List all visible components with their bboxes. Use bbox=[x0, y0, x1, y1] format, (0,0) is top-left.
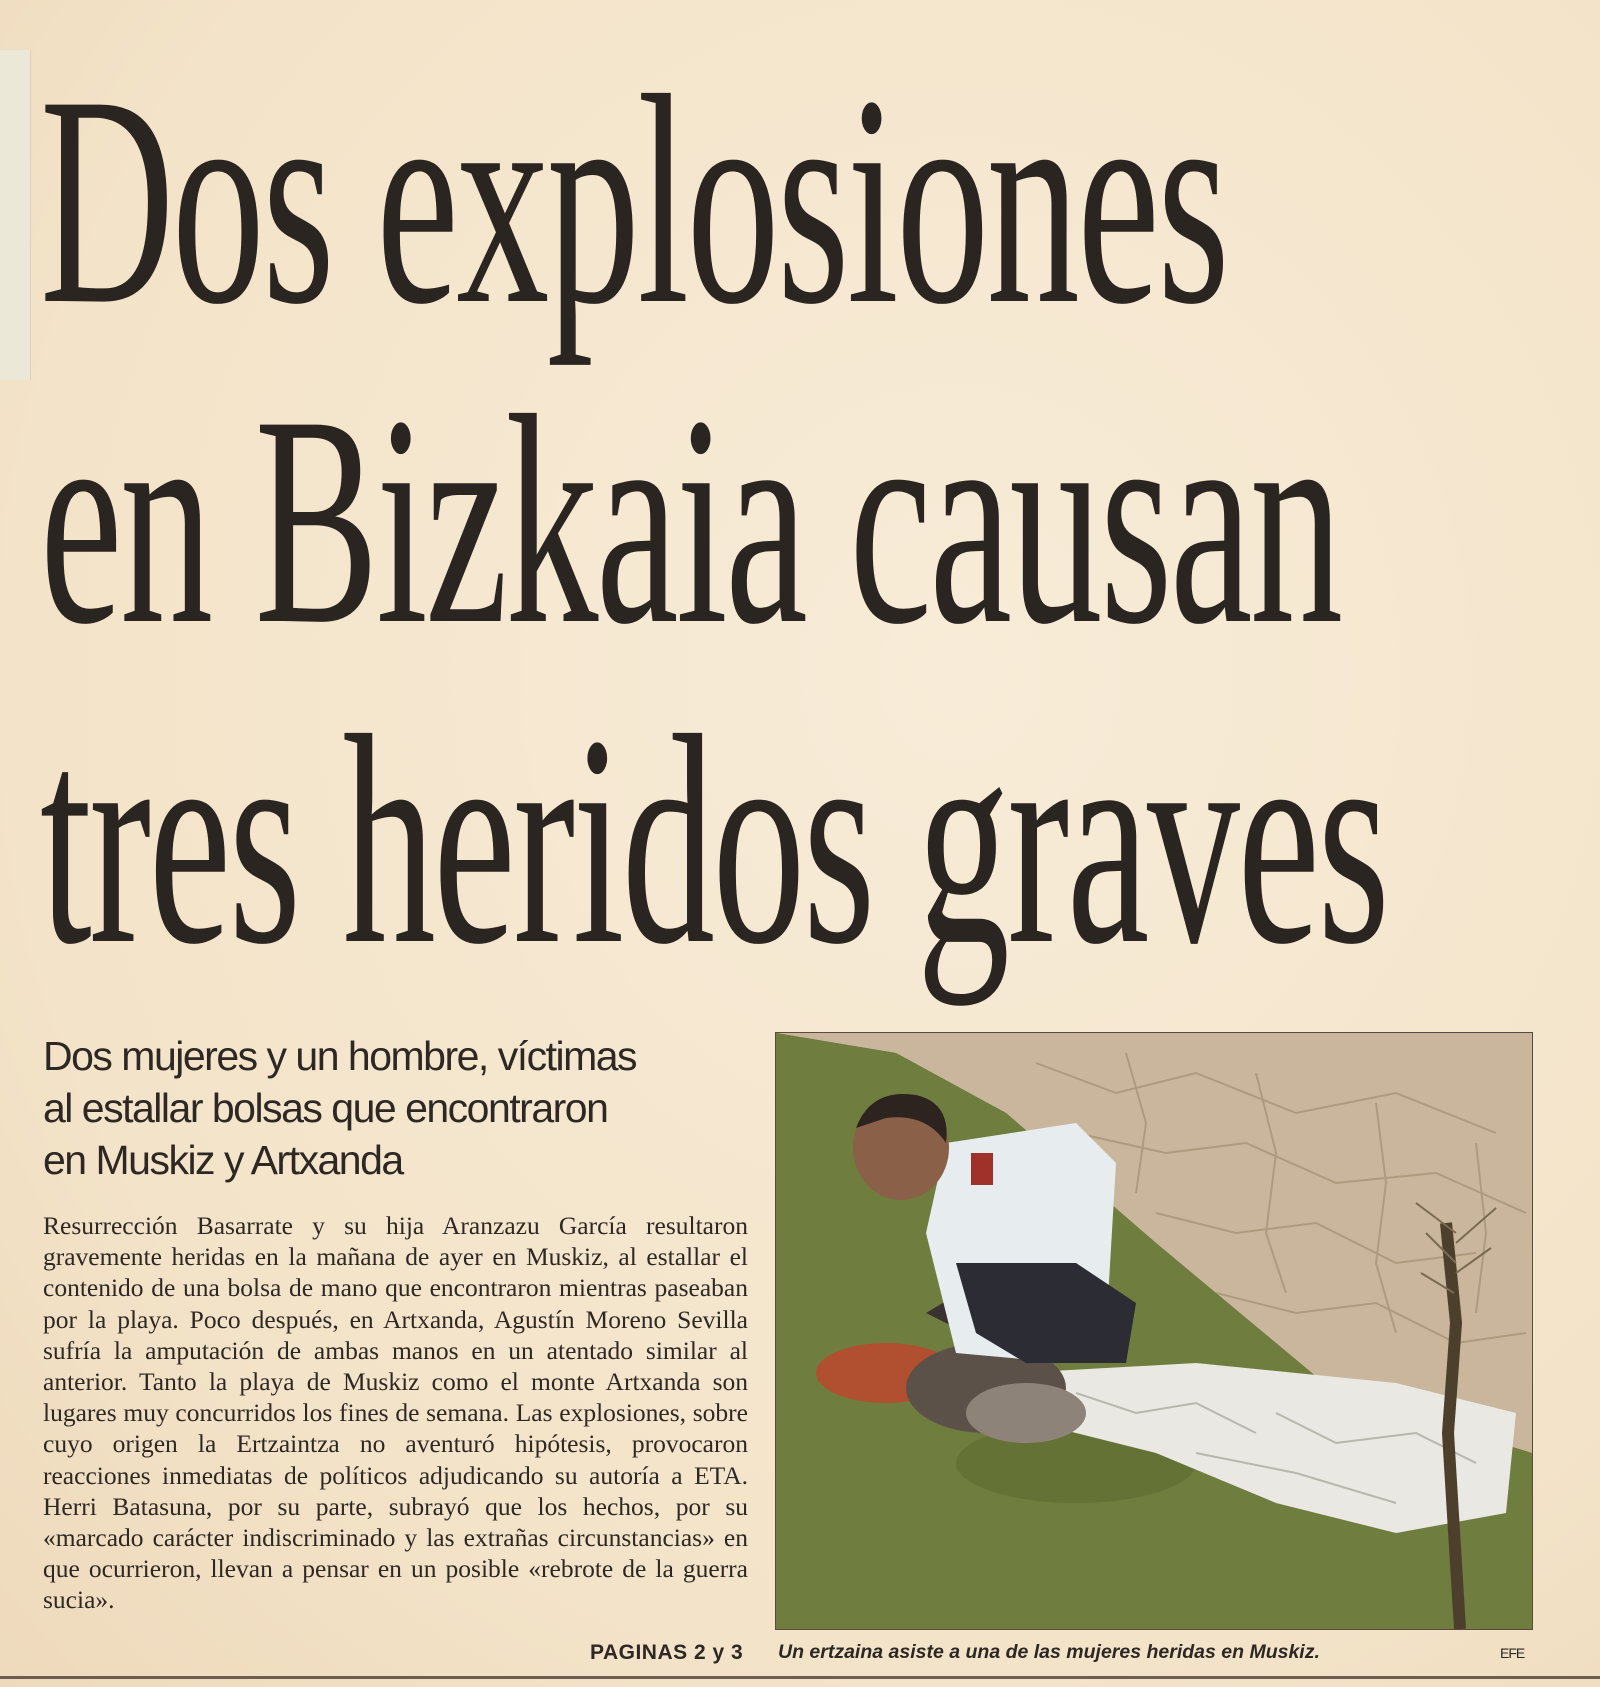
photo-credit: EFE bbox=[1500, 1645, 1525, 1661]
news-photo bbox=[775, 1032, 1533, 1630]
subheadline bbox=[43, 1030, 763, 1186]
article-body: Resurrección Basarrate y su hija Aranzazu García resultaron gravemente heridas en la mañana de ayer en Muskiz, al estallar el contenido de una bolsa de mano que encontraron mientras paseaban por la playa. Poco después, en Artxanda, Agustín Moreno Sevilla sufría la amputación de ambas manos en un atentado similar al anterior. Tanto la playa de Muskiz como el monte Artxanda son lugares muy concurridos los fines de semana. Las explosiones, sobre cuyo origen la Ertzaintza no aventuró hipótesis, provocaron reacciones inmediatas de políticos adjudicando su autoría a ETA. Herri Batasuna, por su parte, subrayó que los hechos, por su «marcado carácter indiscriminado y las extrañas circunstancias» en que ocurrieron, llevan a pensar en un posible «rebrote de la guerra sucia». bbox=[43, 1211, 748, 1615]
headline-line-1: Dos explosiones bbox=[40, 34, 1228, 366]
photo-caption: Un ertzaina asiste a una de las mujeres heridas en Muskiz. bbox=[778, 1641, 1320, 1663]
page-reference: PAGINAS 2 y 3 bbox=[590, 1641, 744, 1664]
photo-illustration bbox=[776, 1033, 1532, 1629]
subheadline-line-2: al estallar bolsas que encontraron bbox=[43, 1085, 608, 1131]
subheadline-line-1: Dos mujeres y un hombre, víctimas bbox=[43, 1033, 637, 1079]
headline-line-3: tres heridos graves bbox=[40, 674, 1388, 1006]
headline-line-2: en Bizkaia causan bbox=[40, 354, 1341, 686]
scan-edge-strip bbox=[0, 50, 31, 380]
bottom-divider bbox=[0, 1676, 1600, 1679]
subheadline-line-3: en Muskiz y Artxanda bbox=[43, 1137, 403, 1183]
headline bbox=[40, 34, 1540, 1006]
